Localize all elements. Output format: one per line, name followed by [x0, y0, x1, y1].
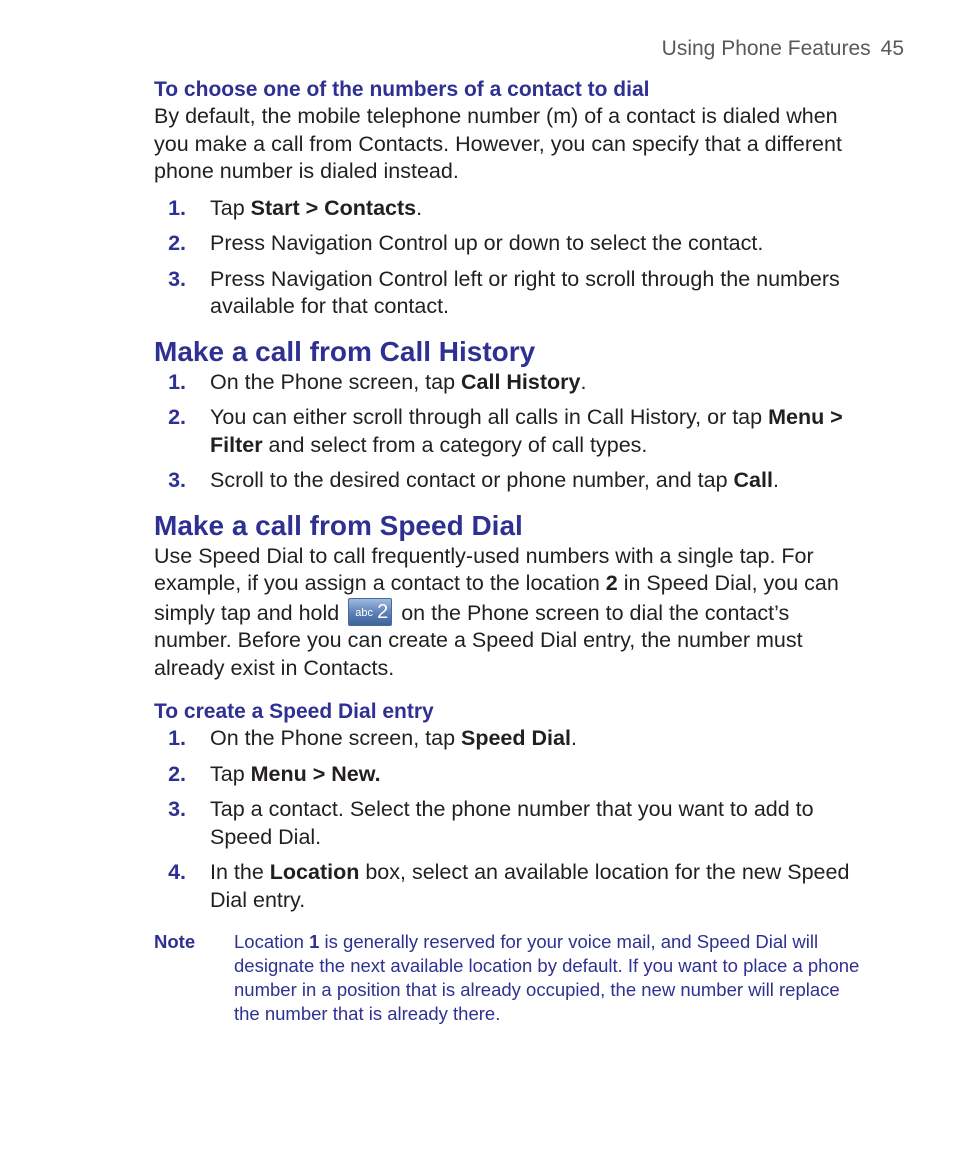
note-block — [154, 930, 869, 1026]
step-text: In the — [210, 860, 270, 884]
list-item — [154, 859, 869, 914]
step-text: Tap — [210, 195, 251, 220]
speed-dial-intro: Use Speed Dial to call frequently-used numbers with a single tap. For example, if you assign a contact to the location 2 in Speed Dial, you can simply tap and hold abc 2 on the Phone screen to dial the contact’s number. Before you can create a Speed Dial entry, the number must already exist in Contacts. — [154, 543, 839, 680]
step-number: 1. — [168, 195, 186, 220]
subheading-choose-number: To choose one of the numbers of a contact to dial — [154, 78, 650, 101]
intro-paragraph: By default, the mobile telephone number (m) of a contact is dialed when you make a call from Contacts. However, you can specify that a different phone number is dialed instead. — [154, 104, 842, 183]
list-item — [154, 467, 869, 495]
step-bold-text: Location — [269, 860, 360, 884]
step-bold-text: Menu > Filter — [210, 405, 843, 457]
step-number: 3. — [168, 468, 186, 492]
step-bold-text: Call — [733, 468, 773, 492]
list-item — [154, 796, 869, 851]
page-content — [154, 76, 869, 1026]
step-text: Press Navigation Control left or right to scroll through the numbers available for that contact. — [210, 266, 840, 318]
step-number: 2. — [168, 405, 186, 429]
list-item — [154, 230, 869, 258]
step-text: Tap a contact. Select the phone number that you want to add to Speed Dial. — [210, 797, 814, 849]
list-item — [154, 266, 869, 321]
step-text: Press Navigation Control up or down to select the contact. — [210, 231, 764, 255]
step-text: . — [416, 195, 423, 220]
subheading-create-speed-dial: To create a Speed Dial entry — [154, 700, 434, 723]
header-section-title: Using Phone Features — [661, 37, 871, 60]
list-item — [154, 725, 869, 753]
heading-call-history: Make a call from Call History — [154, 335, 536, 367]
step-text: box, select an available location for the new Speed Dial entry. — [210, 860, 850, 912]
step-text: Scroll to the desired contact or phone number, and tap — [210, 468, 734, 492]
step-text: On the Phone screen, tap — [210, 726, 461, 750]
step-text: . — [772, 468, 779, 492]
step-number: 3. — [168, 266, 186, 291]
step-text: Tap — [210, 761, 251, 786]
step-number: 4. — [168, 860, 186, 884]
note-text: Location 1 is generally reserved for your voice mail, and Speed Dial will designate the next available location by default. If you want to place a phone number in a position that is already occupied, the new number will replace the number that is already there. — [234, 931, 860, 1024]
step-number: 3. — [168, 797, 186, 821]
step-text: . — [580, 369, 587, 394]
list-item — [154, 404, 869, 459]
step-text: You can either scroll through all calls in Call History, or tap — [210, 405, 769, 429]
abc2-key-icon: abc 2 — [348, 598, 392, 626]
steps-list-speed-dial — [154, 725, 869, 914]
step-text: On the Phone screen, tap — [210, 369, 461, 394]
step-bold-text: Call History — [461, 369, 581, 394]
step-text: . — [570, 726, 577, 750]
note-label: Note — [154, 931, 196, 952]
heading-speed-dial: Make a call from Speed Dial — [154, 509, 523, 541]
step-bold-text: Start > Contacts — [250, 195, 417, 220]
step-number: 1. — [168, 726, 186, 750]
step-bold-text: Menu > New. — [250, 761, 381, 786]
steps-list-choose-number — [154, 195, 869, 321]
list-item — [154, 369, 869, 397]
steps-list-call-history — [154, 369, 869, 495]
step-text: and select from a category of call types. — [262, 432, 648, 457]
list-item — [154, 761, 869, 789]
step-number: 2. — [168, 231, 186, 255]
step-number: 1. — [168, 369, 186, 394]
step-number: 2. — [168, 761, 186, 786]
page-number: 45 — [880, 37, 904, 60]
list-item — [154, 195, 869, 223]
step-bold-text: Speed Dial — [461, 726, 571, 750]
running-header — [662, 37, 904, 61]
